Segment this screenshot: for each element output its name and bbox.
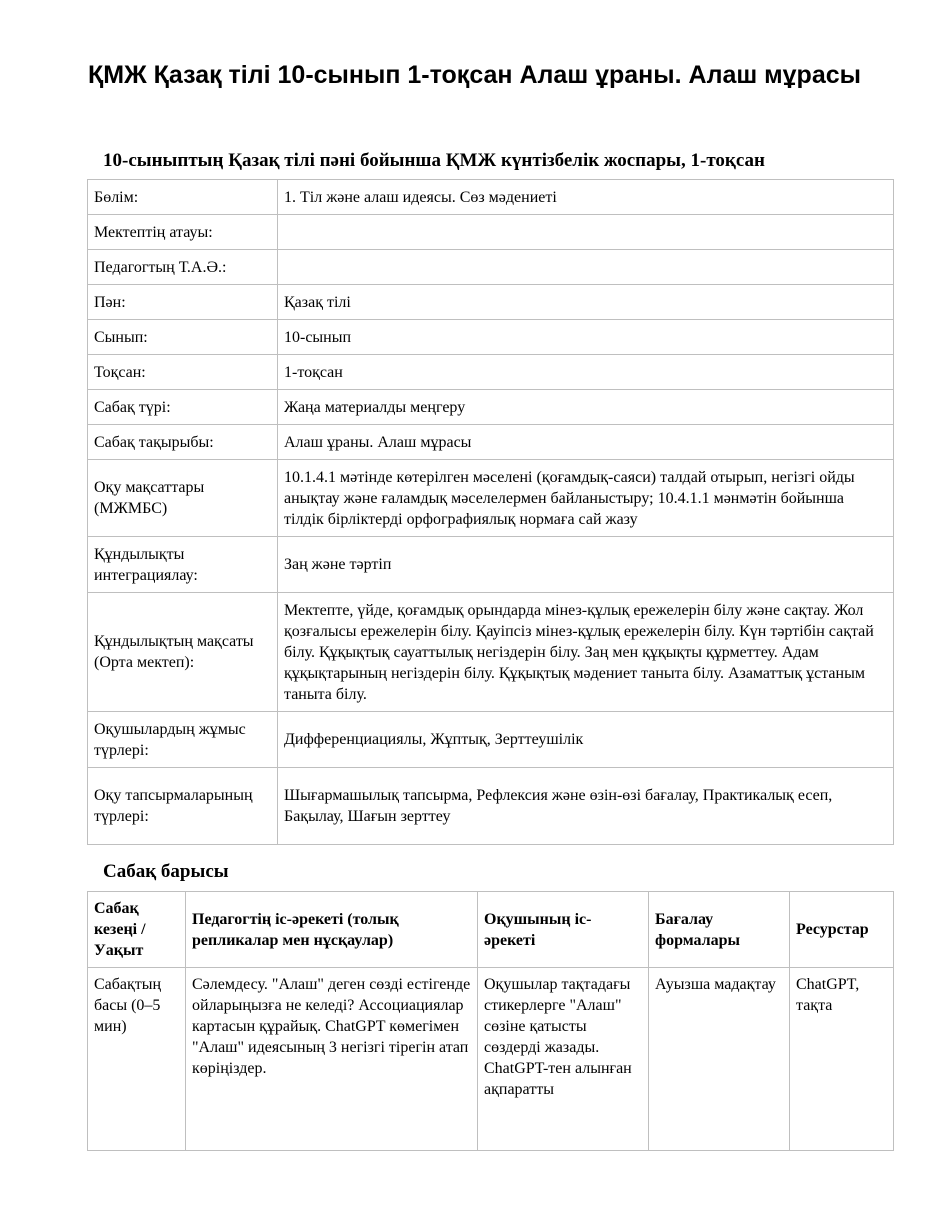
student-activity-cell: Оқушылар тақтадағы стикерлерге "Алаш" сөзіне қатысты сөздерді жазады. ChatGPT-тен алынған ақпаратты	[478, 968, 649, 1151]
row-label: Педагогтың Т.А.Ә.:	[88, 250, 278, 285]
row-label: Бөлім:	[88, 180, 278, 215]
stage-cell: Сабақтың басы (0–5 мин)	[88, 968, 186, 1151]
table-row	[88, 968, 894, 1151]
table-row	[88, 593, 894, 712]
row-value: Қазақ тілі	[278, 285, 894, 320]
table-row	[88, 180, 894, 215]
row-value	[278, 250, 894, 285]
table-row	[88, 320, 894, 355]
row-label: Құндылықтың мақсаты (Орта мектеп):	[88, 593, 278, 712]
lesson-progress-table	[87, 891, 894, 1151]
table-row	[88, 250, 894, 285]
row-value: Алаш ұраны. Алаш мұрасы	[278, 425, 894, 460]
row-label: Оқу мақсаттары (МЖМБС)	[88, 460, 278, 537]
row-label: Тоқсан:	[88, 355, 278, 390]
row-label: Сынып:	[88, 320, 278, 355]
table-row	[88, 460, 894, 537]
row-value: 10-сынып	[278, 320, 894, 355]
teacher-activity-cell: Сәлемдесу. "Алаш" деген сөзді естігенде ойларыңызға не келеді? Ассоциациялар картасын құрайық. ChatGPT көмегімен "Алаш" идеясының 3 негізгі тірегін атап көріңіздер.	[186, 968, 478, 1151]
row-value: Дифференциациялы, Жұптық, Зерттеушілік	[278, 712, 894, 768]
row-value: 1. Тіл және алаш идеясы. Сөз мәдениеті	[278, 180, 894, 215]
row-value	[278, 215, 894, 250]
row-value: Мектепте, үйде, қоғамдық орындарда мінез-құлық ережелерін білу және сақтау. Жол қозғалысы ережелерін білу. Қауіпсіз мінез-құлық ережелерін білу. Күн тәртібін сақтай білу. Құқықтық сауаттылық негіздерін білу. Заң мен құқықты құрметтеу. Адам құқықтарының негіздерін білу. Құқықтық мәдениет таныта білу. Азаматтық ұстаным таныта білу.	[278, 593, 894, 712]
resources-cell: ChatGPT, тақта	[790, 968, 894, 1151]
table-row	[88, 285, 894, 320]
table-row	[88, 425, 894, 460]
row-value: 10.1.4.1 мәтінде көтерілген мәселені (қоғамдық-саяси) талдай отырып, негізгі ойды анықтау және ғаламдық мәселелермен байланыстыру; 10.4.1.1 мәнмәтін бойынша тілдік бірліктерді орфографиялық нормаға сай жазу	[278, 460, 894, 537]
header-resources: Ресурстар	[790, 892, 894, 968]
lesson-info-table	[87, 179, 894, 845]
row-label: Сабақ түрі:	[88, 390, 278, 425]
table-row	[88, 768, 894, 845]
table-row	[88, 537, 894, 593]
table-row	[88, 712, 894, 768]
row-label: Пән:	[88, 285, 278, 320]
row-label: Құндылықты интеграциялау:	[88, 537, 278, 593]
plan-section-title: 10-сыныптың Қазақ тілі пәні бойынша ҚМЖ күнтізбелік жоспары, 1-тоқсан	[103, 150, 765, 171]
row-value: Жаңа материалды меңгеру	[278, 390, 894, 425]
row-value: Заң және тәртіп	[278, 537, 894, 593]
assessment-cell: Ауызша мадақтау	[649, 968, 790, 1151]
header-student-activity: Оқушының іс-әрекеті	[478, 892, 649, 968]
row-label: Оқушылардың жұмыс түрлері:	[88, 712, 278, 768]
row-label: Оқу тапсырмаларының түрлері:	[88, 768, 278, 845]
table-row	[88, 215, 894, 250]
lesson-progress-title: Сабақ барысы	[103, 861, 229, 882]
row-label: Мектептің атауы:	[88, 215, 278, 250]
header-stage: Сабақ кезеңі / Уақыт	[88, 892, 186, 968]
table-row	[88, 355, 894, 390]
row-label: Сабақ тақырыбы:	[88, 425, 278, 460]
row-value: 1-тоқсан	[278, 355, 894, 390]
row-value: Шығармашылық тапсырма, Рефлексия және өзін-өзі бағалау, Практикалық есеп, Бақылау, Шағын зерттеу	[278, 768, 894, 845]
table-header-row	[88, 892, 894, 968]
header-assessment: Бағалау формалары	[649, 892, 790, 968]
table-row	[88, 390, 894, 425]
document-title: ҚМЖ Қазақ тілі 10-сынып 1-тоқсан Алаш ұраны. Алаш мұрасы	[88, 61, 861, 89]
header-teacher-activity: Педагогтің іс-әрекеті (толық репликалар мен нұсқаулар)	[186, 892, 478, 968]
